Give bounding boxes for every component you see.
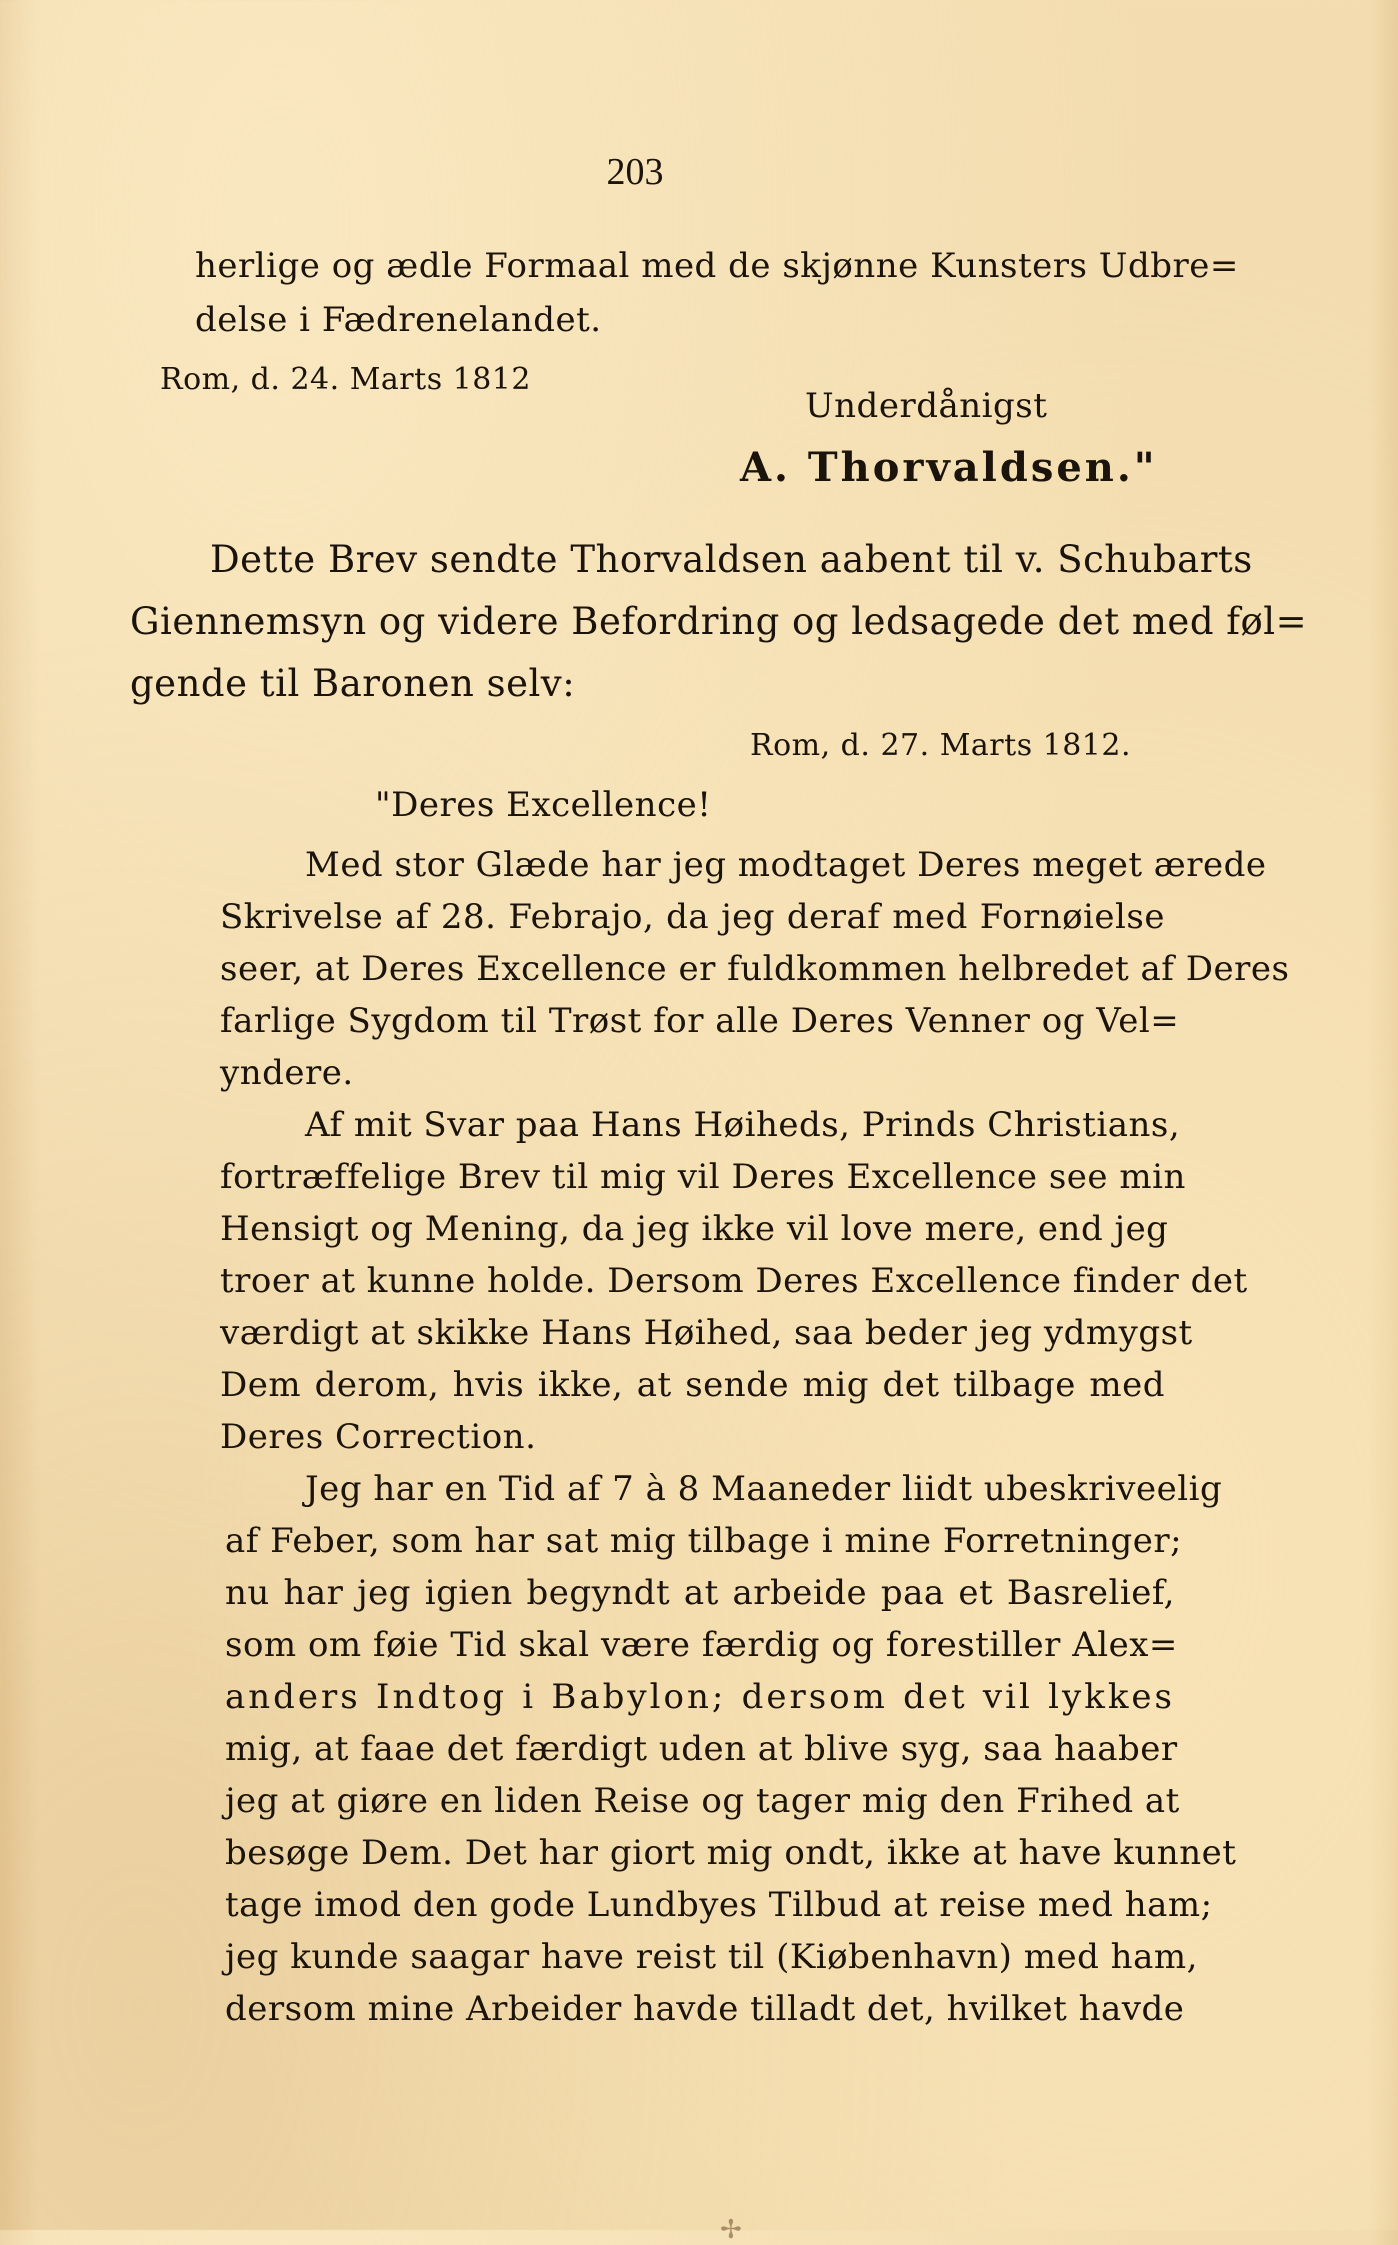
text-line: Med stor Glæde har jeg modtaget Deres meget ærede (305, 845, 1267, 885)
text-line: farlige Sygdom til Trøst for alle Deres Venner og Vel= (220, 1001, 1180, 1041)
text-line: mig, at faae det færdigt uden at blive syg, saa haaber (225, 1729, 1178, 1769)
text-line: værdigt at skikke Hans Høihed, saa beder jeg ydmygst (220, 1313, 1193, 1353)
text-line: anders Indtog i Babylon; dersom det vil lykkes (225, 1677, 1175, 1717)
text-line: Hensigt og Mening, da jeg ikke vil love mere, end jeg (220, 1209, 1169, 1249)
text-line: som om føie Tid skal være færdig og forestiller Alex= (225, 1625, 1178, 1665)
text-line: Dette Brev sendte Thorvaldsen aabent til v. Schubarts (210, 538, 1253, 581)
text-line: herlige og ædle Formaal med de skjønne Kunsters Udbre= (195, 246, 1239, 286)
text-line: tage imod den gode Lundbyes Tilbud at reise med ham; (225, 1885, 1213, 1925)
closing-salutation: Underdånigst (805, 386, 1048, 426)
text-line: gende til Baronen selv: (130, 662, 576, 705)
page-number: 203 (606, 151, 664, 193)
text-line: Dem derom, hvis ikke, at sende mig det tilbage med (220, 1365, 1165, 1405)
text-line: yndere. (220, 1053, 354, 1093)
dateline: Rom, d. 24. Marts 1812 (160, 362, 531, 397)
text-line: seer, at Deres Excellence er fuldkommen helbredet af Deres (220, 949, 1290, 989)
text-line: fortræffelige Brev til mig vil Deres Excellence see min (220, 1157, 1186, 1197)
text-line: jeg at giøre en liden Reise og tager mig den Frihed at (225, 1781, 1180, 1821)
text-line: Skrivelse af 28. Febrajo, da jeg deraf med Fornøielse (220, 897, 1165, 937)
text-line: Af mit Svar paa Hans Høiheds, Prinds Christians, (305, 1105, 1181, 1145)
dateline: Rom, d. 27. Marts 1812. (750, 728, 1132, 763)
text-line: troer at kunne holde. Dersom Deres Excellence finder det (220, 1261, 1248, 1301)
salutation: "Deres Excellence! (375, 785, 712, 825)
text-line: Jeg har en Tid af 7 à 8 Maaneder liidt ubeskriveelig (305, 1469, 1223, 1509)
text-line: besøge Dem. Det har giort mig ondt, ikke at have kunnet (225, 1833, 1237, 1873)
text-line: af Feber, som har sat mig tilbage i mine Forretninger; (225, 1521, 1183, 1561)
text-line: jeg kunde saagar have reist til (Kiøbenhavn) med ham, (225, 1937, 1198, 1977)
text-line: nu har jeg igien begyndt at arbeide paa et Basrelief, (225, 1573, 1175, 1613)
ink-speck: ✢ (720, 2215, 742, 2245)
text-line: Giennemsyn og videre Befordring og ledsagede det med føl= (130, 600, 1308, 643)
text-line: delse i Fædrenelandet. (195, 300, 602, 340)
signature: A. Thorvaldsen." (740, 444, 1158, 491)
text-line: Deres Correction. (220, 1417, 537, 1457)
text-line: dersom mine Arbeider havde tilladt det, hvilket havde (225, 1989, 1185, 2029)
